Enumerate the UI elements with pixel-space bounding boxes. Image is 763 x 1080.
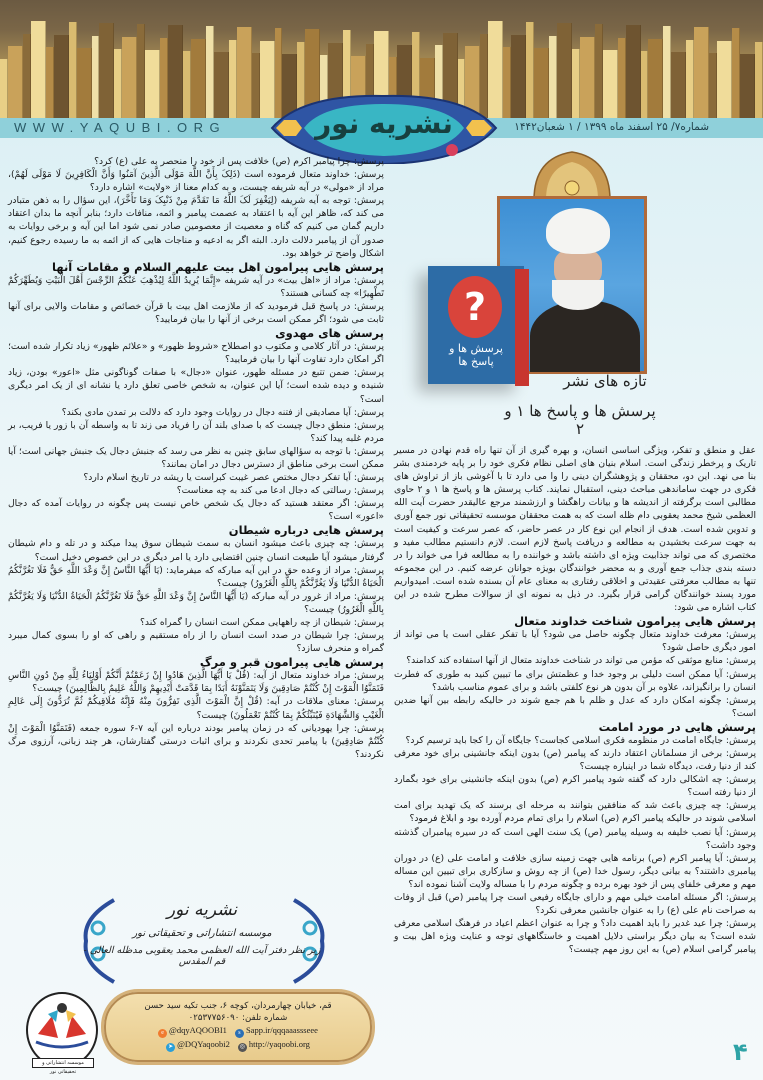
question-paragraph: پرسش: مراد از «اهل بیت» در آیه شریفه «إِنَّمَا یُرِیدُ اللَّهُ لِیُذْهِبَ عَنْکُمُ الرِّجْسَ أَهْلَ الْبَیْتِ وَیُطَهِّرَکُمْ تَطْهِیرًا» چه کسانی هستند؟ [8, 274, 384, 299]
book-spine-decor [214, 52, 229, 118]
book-spine-decor [229, 40, 237, 118]
book-spine-decor [23, 34, 31, 118]
question-paragraph: پرسش: مراد از وعده حق در این آیه مبارکه که میفرماید: (یَا أَیُّهَا النَّاسُ إِنَّ وَعْدَ اللَّهِ حَقٌّ فَلَا تَغُرَّنَّکُمُ الْحَیَاةُ الدُّنْیَا وَلَا یَغُرَّنَّکُمْ بِاللَّهِ الْغَرُورُ) چیست؟ [8, 564, 384, 589]
question-paragraph: پرسش: رسالتی که دجال ادعا می کند به چه معناست؟ [176, 485, 384, 497]
website-link[interactable] [238, 1038, 310, 1052]
book-spine-decor [99, 23, 114, 118]
question-paragraph: پرسش: مراد از غرور در آیه مبارکه (یَا أَیُّهَا النَّاسُ إِنَّ وَعْدَ اللَّهِ حَقٌّ فَلَا تَغُرَّنَّکُمُ الْحَیَاةُ الدُّنْیَا وَلَا یَغُرَّنَّکُمْ بِاللَّهِ الْغَرُورُ) چیست؟ [8, 590, 384, 615]
book-spine-decor [717, 41, 732, 118]
book-spine-decor [694, 27, 709, 118]
question-paragraph: پرسش: چه اشکالی دارد که گفته شود پیامبر اکرم (ص) بدون اینکه جانشینی برای خود بگمارد از دنیا رفته است؟ [394, 774, 756, 799]
portrait-beard [552, 280, 604, 310]
question-paragraph: پرسش: چرا شیطان در صدد است انسان را از راه مستقیم و راهی که او را بسوی کمال میبرد گمراه و منحرف سازد؟ [8, 630, 384, 655]
book-spine-decor [122, 37, 137, 118]
question-paragraph: پرسش: توجه به آیه شریفه (لِیَغْفِرَ لَکَ اللَّهُ مَا تَقَدَّمَ مِنْ ذَنْبِکَ وَمَا تَأَخَّرَ)، این سؤال را به ذهن متبادر می کند که، ظاهر این آیه با اعتقاد به عصمت پیامبر و ائمه، منافات دارد؛ بنابر آنچه ما بدان اعتقاد داریم گمان می کنیم که گناه و معصیت از معصومین صادر نمی شود اما این آیه و برخی روایات به صدور آن از پیامبر دلالت دارد. البته اگر به ادعیه و مناجات هایی که از ائمه به ما رسیده رجوع کنیم، اشکال واضح تر خواهد بود. [8, 195, 384, 259]
soroush-icon: s [235, 1029, 244, 1038]
question-paragraph: پرسش: منطق دجال چیست که با صدای بلند آن را فریاد می زند تا به واسطه آن با زور یا فریب، بر مردم غلبه پیدا کند؟ [8, 419, 384, 444]
contact-phone: شماره تلفن: ۰۲۵۳۷۷۵۶۰۹۰ [188, 1013, 288, 1023]
question-paragraph: عقل و منطق و تفکر، ویژگی اساسی انسان، و بهره گیری از آن تنها راه قدم نهادن در مسیر تاریک و پرخطر زندگی است. اسلام بنیان های اصلی نظام فکری خود را بر پایه خردمندی بشر بنا می نهد. این دو، محققان و پژوهشگران دینی را وا می دارد تا با آغوشی باز از تراوش های فکری در جهت ساماندهی مباحث دینی، استقبال نمایند. کتاب پرسش ها و پاسخ ها ۱ و ۲ حاوی مطالبی است برگرفته از اندیشه ها و بیانات راهگشا و ارزشمند مرجع عالیقدر حضرت آیت الله العظمی شیخ محمد یعقوبی دام ظله است که به همت محققان موسسه تحقیقاتی نور جمع آوری و تدوین شده است. هدف از انجام این نوع کار در عصر حاضر، که عصر سرعت و کیفیت است به جهت سرعت بخشیدن به مطالعه و دریافت پاسخ لازم است. لازم دانستیم مطالب مفید و مختصری که می تواند جذابیت ویژه ای داشته باشد و خواننده را به مطالعه فرا می خواند را در دسته بندی جذاب جمع آوری و به محضر خوانندگان بویژه جوانان عرضه کنیم. در این مجموعه تنها به مطالب معرفتی عقیدتی و اخلاقی رفتاری به معنای عام آن بسنده شده است. امیدواریم مورد پسند خوانندگان گرامی قرار بگیرد. در ذیل به نمونه ای از سوالات مطرح شده در این کتاب اشاره می شود: [394, 445, 757, 614]
book-spine-decor [549, 36, 557, 118]
new-publications-heading: تازه های نشر [563, 372, 647, 390]
colophon-publisher: موسسه انتشاراتی و تحقیقاتی نور [132, 928, 272, 939]
book-spine-decor [137, 24, 145, 118]
book-spine-decor [603, 50, 618, 118]
book-spine-decor [69, 22, 77, 118]
book-spine-decor [0, 59, 8, 118]
book-spine [515, 269, 529, 386]
book-name: پرسش ها و پاسخ ها ۱ و ۲ [504, 402, 656, 438]
question-paragraph: پرسش: چگونه امکان دارد که عدل و ظلم با هم جمع شوند در حالیکه رابطه بین آنها ضدین است؟ [394, 694, 756, 719]
question-paragraph: پرسش: منابع موثقی که مؤمن می تواند در شناخت خداوند متعال از آنها استفاده کند کدامند؟ [406, 655, 756, 667]
book-spine-decor [183, 51, 191, 118]
question-paragraph: پرسش: آیا تفکر دجال مختص عصر غیبت کبراست یا ریشه در تاریخ اسلام دارد؟ [83, 472, 384, 484]
book-spine-decor [732, 28, 740, 118]
contact-box [104, 992, 372, 1062]
question-paragraph: پرسش: چه چیزی باعث میشود انسان به سمت شیطان سوق پیدا میکند و در تله و دام شیطان گرفتار میشود آیا طبیعت انسان چنین اقتضایی دارد یا امر دیگری در این خصوص دخیل است؟ [8, 538, 384, 563]
telegram-link[interactable] [166, 1038, 230, 1052]
org-logo-caption: موسسه انتشاراتی و تحقیقاتی نور [32, 1058, 94, 1068]
book-spine-decor [671, 52, 686, 118]
book-spine-decor [740, 54, 755, 118]
telegram-icon: ➤ [168, 1044, 174, 1050]
question-paragraph: پرسش: برخی از مسلمانان اعتقاد دارند که پیامبر (ص) بدون اینکه جانشینی برای خود معرفی کند از دنیا رفت، دیدگاه شما در اینباره چیست؟ [394, 747, 756, 773]
book-spine-decor [709, 53, 717, 118]
book-spine-decor [618, 38, 626, 118]
book-spine-decor [31, 21, 46, 118]
question-paragraph: پرسش: ضمن تتبع در مسئله ظهور، عنوان «دجال» با صفات گوناگونی مثل «اعور» بودن، زیاد شنیده و دیده شده است؛ آیا این عنوان، به شخص خاصی تعلق دارد یا نشانه ای از یک امر دیگری است؟ [8, 367, 384, 405]
colophon-supervision: زیر نظر دفتر آیت الله العظمی محمد یعقوبی مدظله العالی - قم المقدس [83, 945, 321, 967]
question-paragraph: پرسش: معرفت خداوند متعال چگونه حاصل می شود؟ آیا با تفکر عقلی است یا می تواند از امور دیگری حاصل شود؟ [394, 629, 756, 654]
section-heading: پرسش های مهدوی [275, 326, 384, 341]
masthead-title: نشریه نور [315, 107, 453, 140]
book-spine-decor [526, 22, 534, 118]
book-spine-decor [160, 38, 168, 118]
book-spine-decor [534, 48, 549, 118]
question-paragraph: پرسش: خداوند متعال فرموده است (ذَلِکَ بِأَنَّ اللَّهَ مَوْلَى الَّذِینَ آمَنُوا وَأَنَّ الْکَافِرِینَ لَا مَوْلَى لَهُمْ)، مراد از «مولی» در آیه شریفه چیست، و به کدام معنا از «ولایت» اشاره دارد؟ [8, 169, 384, 194]
question-paragraph: پرسش: آیا ممکن است دلیلی بر وجود خدا و عظمتش برای ما تبیین کنید به طوری که فطرت انسان را برانگیزاند، علاوه بر آن بدون هر نوع کلفتی باشد و برای عموم مناسب باشد؟ [394, 668, 756, 693]
question-paragraph: پرسش: چرا یهودیانی که در زمان پیامبر بودند درباره این آیه ۷-۶ سوره جمعه (فَتَمَنَّوُا الْمَوْتَ إِنْ کُنْتُمْ صَادِقِینَ) با پیامبر تحدی نکردند و برای اثبات درستی گفتارشان، هر چند زبانی، آرزوی مرگ نکردند؟ [8, 722, 385, 760]
question-paragraph: پرسش: اگر معتقد هستید که دجال یک شخص خاص نیست پس چگونه در روایات آمده که دجال «اعور» است؟ [8, 498, 384, 523]
section-heading: پرسش هایی پیرامون شناخت خداوند متعال [514, 614, 756, 629]
book-spine-decor [595, 24, 603, 118]
book-cover-title: پرسش ها و پاسخ ها [449, 342, 503, 368]
question-paragraph: پرسش: در آثار کلامی و مکتوب دو اصطلاح «شروط ظهور» و «علائم ظهور» زیاد تکرار شده است؛ اگر امکان دارد تفاوت آنها را بیان فرمایید؟ [8, 341, 384, 366]
section-heading: پرسش هایی پیرامون قبر و مرگ [199, 655, 384, 670]
left-article-column [8, 155, 384, 761]
book-spine-decor [557, 23, 572, 118]
book-spine-decor [626, 25, 641, 118]
book-spine-decor [511, 35, 526, 118]
page-number: ۴ [733, 1038, 748, 1066]
question-paragraph: پرسش: جایگاه امامت در منظومه فکری اسلامی کجاست؟ جایگاه آن را کجا باید ترسیم کرد؟ [405, 734, 756, 746]
question-paragraph: پرسش: در پاسخ قبل فرمودید که از ملازمت اهل بیت با قرآن خصائص و مقامات والایی برای آنها ثابت می شود؛ اگر ممکن است برخی از آنها را بیان فرمایید؟ [8, 300, 384, 326]
issue-info: شماره۷/ ۲۵ اسفند ماه ۱۳۹۹ / ۱ شعبان۱۴۴۲ [514, 121, 709, 133]
book-spine-decor [168, 25, 183, 118]
book-spine-decor [206, 26, 214, 118]
book-spine-decor [641, 51, 649, 118]
question-paragraph: پرسش: چرا عید غدیر را باید اهمیت داد؟ و چرا به عنوان اعظم اعیاد در فرهنگ اسلامی معرفی شده است؟ به بیان دیگر براستی دلایل اهمیت و خاستگاههای توجه و عنایت ویژه اهل بیت و پیامبر گرامی اسلام (ص) به این روز مهم چیست؟ [394, 918, 756, 956]
book-spine-decor [755, 42, 763, 118]
eitaa-handle[interactable]: @dqyAQOOBI1 [169, 1025, 227, 1035]
colophon-title: نشریه نور [166, 900, 238, 920]
soroush-link[interactable] [235, 1024, 318, 1038]
question-paragraph: پرسش: آیا پیامبر اکرم (ص) برنامه هایی جهت زمینه سازی خلافت و امامت علی (ع) در دوران پیامبری داشتند؟ به بیانی دیگر، رسول خدا (ص) از چه روش و سازکاری برای تبیین این مساله مهم و معرفی خلفای پس از خود بهره برده و چگونه مردم را با مساله ولایت آشنا نموده اند؟ [394, 852, 756, 890]
book-spine-decor [77, 48, 92, 118]
book-spine-decor [54, 35, 69, 118]
book-spine-decor [663, 26, 671, 118]
section-heading: پرسش هایی در مورد امامت [598, 719, 756, 734]
book-spine-decor [145, 50, 160, 118]
book-spine-decor [648, 39, 663, 118]
website-url[interactable]: WWW.YAQUBI.ORG [14, 120, 227, 135]
question-mark-icon: ? [448, 276, 502, 338]
globe-icon: ◎ [239, 1044, 246, 1050]
contact-address: قم، خیابان چهارمردان، کوچه ۶، جنب تکیه سید حسن [144, 1001, 332, 1011]
book-spine-decor [252, 53, 260, 118]
question-paragraph: پرسش: آیا نصب خلیفه به وسیله پیامبر (ص) یک سنت الهی است که در سیره پیامبران گذشته وجود داشت؟ [394, 826, 756, 851]
telegram-handle[interactable]: @DQYaqoobi2 [177, 1039, 230, 1049]
portrait-turban [546, 208, 610, 254]
question-paragraph: پرسش: با توجه به سؤالهای سابق چنین به نظر می رسد که جنبش دجال یک جنبش جهانی است؛ آیا ممکن است برخی مناطق از دسترس دجال در امان بمانند؟ [8, 445, 384, 470]
soroush-handle[interactable]: Sapp.ir/qqqaaassseee [245, 1025, 318, 1035]
question-paragraph: پرسش: مراد خداوند متعال از آیه: (قُلْ یَا أَیُّهَا الَّذِینَ هَادُوا إِنْ زَعَمْتُمْ أَنَّکُمْ أَوْلِیَاءُ لِلَّهِ مِنْ دُونِ النَّاسِ فَتَمَنَّوُا الْمَوْتَ إِنْ کُنْتُمْ صَادِقِینَ وَلَا یَتَمَنَّوْنَهُ أَبَدًا بِمَا قَدَّمَتْ أَیْدِیهِمْ وَاللَّهُ عَلِیمٌ بِالظَّالِمِینَ) چیست؟ [8, 670, 384, 695]
book-spine-decor [46, 47, 54, 118]
question-paragraph: پرسش: آیا مصادیقی از فتنه دجال در روایات وجود دارد که دلالت بر تمدن مادی بکند؟ [61, 406, 384, 418]
question-paragraph: پرسش: معنای ملاقات در آیه: (قُلْ إِنَّ الْمَوْتَ الَّذِی تَفِرُّونَ مِنْهُ فَإِنَّهُ مُلَاقِیکُمْ ثُمَّ تُرَدُّونَ إِلَى عَالِمِ الْغَیْبِ وَالشَّهَادَةِ فَیُنَبِّئُکُمْ بِمَا کُنْتُمْ تَعْمَلُونَ) چیست؟ [8, 696, 384, 721]
org-logo-emblem [28, 994, 96, 1054]
book-spine-decor [8, 46, 23, 118]
question-paragraph: پرسش: چرا پیامبر اکرم (ص) خلافت پس از خود را منحصر به علی (ع) کرد؟ [94, 156, 384, 167]
question-paragraph: پرسش: شیطان از چه راههایی ممکن است انسان را گمراه کند؟ [140, 617, 384, 628]
website-address[interactable]: http://yaqoobi.org [248, 1039, 310, 1049]
question-paragraph: پرسش: چه چیزی باعث شد که منافقین بتوانند به مرحله ای برسند که یک تهدید برای امت اسلامی شوند در حالیکه پیامبر اکرم (ص) اسلام را برای تمام مردم آورده بود و ابلاغ فرمود؟ [394, 800, 756, 825]
eitaa-icon: e [158, 1029, 167, 1038]
book-spine-decor [92, 36, 100, 118]
portrait-robe [530, 300, 640, 372]
book-spine-decor [572, 49, 580, 118]
question-paragraph: پرسش: اگر مسئله امامت خیلی مهم و دارای جایگاه رفیعی است چرا پیامبر (ص) قبل از وفات به صراحت نام علی (ع) را به عنوان جانشین معرفی نکرد؟ [394, 892, 756, 917]
right-article-column [394, 444, 756, 956]
colophon [78, 898, 326, 967]
book-spine-decor [686, 40, 694, 118]
organization-logo [26, 992, 98, 1075]
section-heading: پرسش هایی پیرامون اهل بیت علیهم السلام و مقامات آنها [52, 259, 384, 274]
dome-ornament [530, 150, 614, 200]
section-heading: پرسش هایی درباره شیطان [228, 523, 384, 538]
book-spine-decor [191, 39, 206, 118]
book-spine-decor [114, 49, 122, 118]
eitaa-link[interactable] [158, 1024, 227, 1038]
book-spine-decor [237, 27, 252, 118]
book-spine-decor [580, 37, 595, 118]
